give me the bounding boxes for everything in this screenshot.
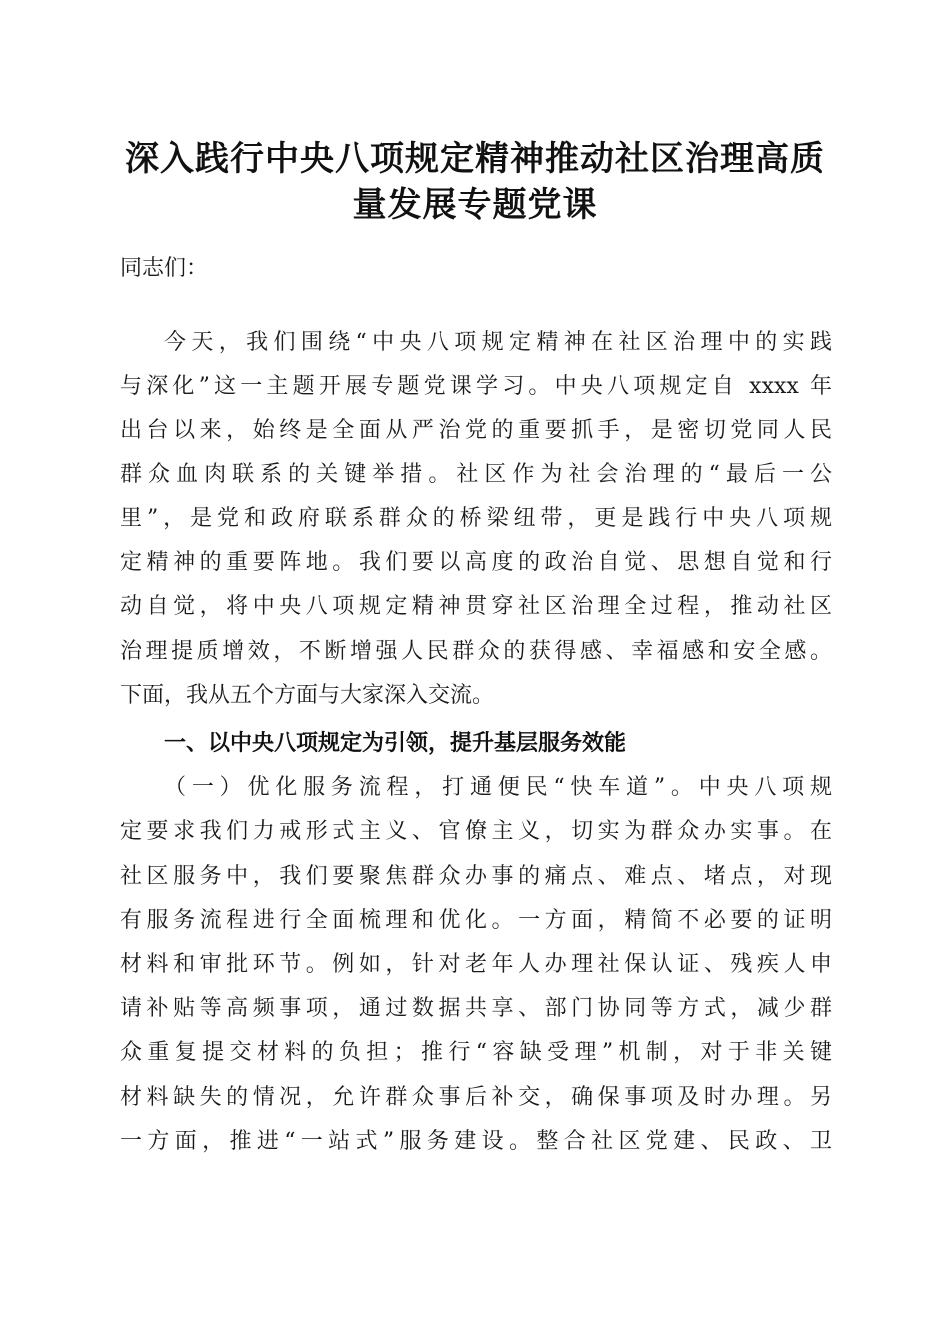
section-body-line: 众重复提交材料的负担；推行“容缺受理”机制，对于非关键 bbox=[120, 1040, 832, 1065]
section-body-line: （一）优化服务流程，打通便民“快车道”。中央八项规 bbox=[164, 775, 832, 800]
section-body-line: 有服务流程进行全面梳理和优化。一方面，精简不必要的证明 bbox=[120, 908, 832, 933]
section-body-line: 一方面，推进“一站式”服务建设。整合社区党建、民政、卫 bbox=[120, 1129, 832, 1154]
salutation: 同志们： bbox=[120, 256, 209, 281]
document-title-line-2: 量发展专题党课 bbox=[352, 185, 598, 225]
intro-line: 定精神的重要阵地。我们要以高度的政治自觉、思想自觉和行 bbox=[120, 550, 832, 575]
section-body-line: 材料和审批环节。例如，针对老年人办理社保认证、残疾人申 bbox=[120, 952, 832, 977]
section-body-line: 社区服务中，我们要聚焦群众办事的痛点、难点、堵点，对现 bbox=[120, 864, 832, 889]
document-title-line-1: 深入践行中央八项规定精神推动社区治理高质 bbox=[125, 139, 825, 179]
section-body-line: 定要求我们力戒形式主义、官僚主义，切实为群众办实事。在 bbox=[120, 819, 832, 844]
intro-line: 下面，我从五个方面与大家深入交流。 bbox=[120, 683, 495, 708]
intro-line: 今天，我们围绕“中央八项规定精神在社区治理中的实践 bbox=[164, 330, 832, 355]
section-body-line: 请补贴等高频事项，通过数据共享、部门协同等方式，减少群 bbox=[120, 996, 832, 1021]
section-body-line: 材料缺失的情况，允许群众事后补交，确保事项及时办理。另 bbox=[120, 1085, 832, 1110]
intro-line: 动自觉，将中央八项规定精神贯穿社区治理全过程，推动社区 bbox=[120, 594, 832, 619]
intro-line: 群众血肉联系的关键举措。社区作为社会治理的“最后一公 bbox=[120, 462, 832, 487]
section-heading: 一、以中央八项规定为引领，提升基层服务效能 bbox=[164, 731, 627, 756]
intro-line: 里”，是党和政府联系群众的桥梁纽带，更是践行中央八项规 bbox=[120, 506, 832, 531]
intro-line: 出台以来，始终是全面从严治党的重要抓手，是密切党同人民 bbox=[120, 418, 832, 443]
intro-line: 治理提质增效，不断增强人民群众的获得感、幸福感和安全感。 bbox=[120, 639, 832, 664]
intro-line: 与深化”这一主题开展专题党课学习。中央八项规定自 xxxx 年 bbox=[120, 374, 832, 399]
